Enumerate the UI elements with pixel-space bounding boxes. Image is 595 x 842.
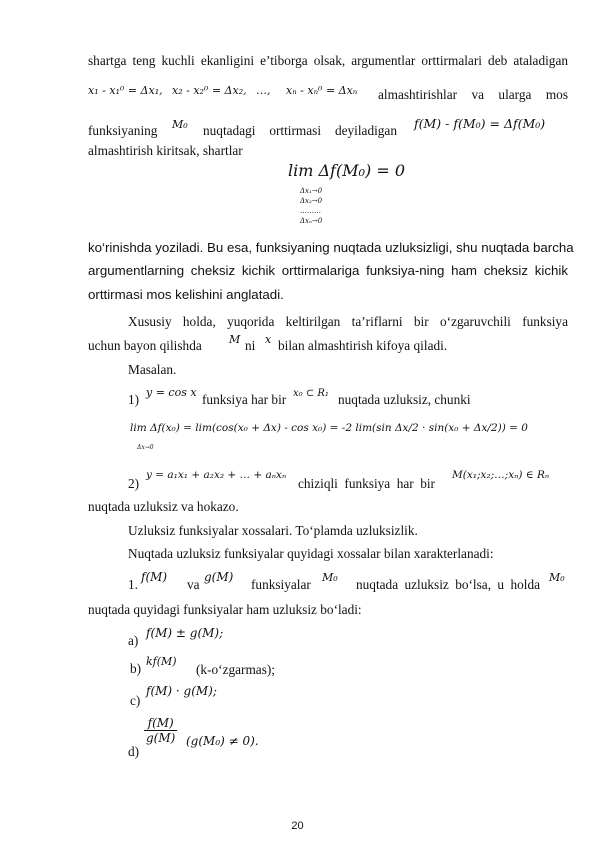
formula-increment: f(M) - f(M₀) = Δf(M₀) <box>414 116 546 131</box>
formula-linear: y = a₁x₁ + a₂x₂ + … + aₙxₙ <box>146 469 287 481</box>
text-line: almashtirish kiritsak, shartlar <box>88 143 243 158</box>
text-line: funksiya har bir <box>202 392 287 407</box>
text-line: bilan almashtirish kifoya qiladi. <box>278 338 448 353</box>
formula-point-Rn: M(x₁;x₂;…;xₙ) ∈ Rₙ <box>452 469 550 481</box>
item-label: d) <box>128 744 140 759</box>
text-line: Xususiy holda, yuqorida keltirilgan ta’riflarni bir o‘zgaruvchili funksiya <box>128 314 568 329</box>
formula-kf: kf(M) <box>146 655 177 668</box>
formula-gM: g(M) <box>204 570 234 584</box>
formula-dx1: x₁ - x₁⁰ = Δx₁, <box>88 84 163 97</box>
limit-cond: Δxₙ→0 <box>300 217 323 225</box>
limit-cond: Δx₁→0 <box>300 187 323 195</box>
text-line: nuqtada quyidagi funksiyalar ham uzluksiz bo‘ladi: <box>88 602 362 617</box>
text-line: ni <box>245 338 256 353</box>
formula-M: M <box>229 333 241 346</box>
text-line: nuqtada uzluksiz bo‘lsa, u holda <box>356 577 540 592</box>
item-label: b) <box>130 661 142 676</box>
text-line: nuqtadagi orttirmasi deyiladigan <box>203 123 397 138</box>
text-line: 1. <box>128 577 138 592</box>
formula-cos-limit: lim Δf(x₀) = lim(cos(x₀ + Δx) - cos x₀) = -2 lim(sin Δx/2 · sin(x₀ + Δx/2)) = 0 <box>130 422 528 434</box>
formula-quotient <box>144 716 177 745</box>
formula-condition: (g(M₀) ≠ 0). <box>186 734 259 748</box>
text-line: ko‘rinishda yoziladi. Bu esa, funksiyaning nuqtada uzluksizligi, shu nuqtada barcha <box>88 240 574 255</box>
text-line: uchun bayon qilishda <box>88 338 202 353</box>
formula-fM: f(M) <box>141 570 168 584</box>
formula-M0: M₀ <box>172 118 188 131</box>
text-line: nuqtada uzluksiz, chunki <box>338 392 471 407</box>
formula-cos: y = cos x <box>146 386 197 399</box>
fraction-denominator: g(M) <box>146 731 176 745</box>
formula-M0: M₀ <box>549 571 565 584</box>
section-title: Uzluksiz funksiyalar xossalari. To‘plamda uzluksizlik. <box>128 523 418 538</box>
text-line: shartga teng kuchli ekanligini e’tiborga olsak, argumentlar orttirmalari deb ataladigan <box>88 53 568 68</box>
formula-sum: f(M) ± g(M); <box>146 626 224 640</box>
text-line: Nuqtada uzluksiz funksiyalar quyidagi xossalar bilan xarakterlanadi: <box>128 546 494 561</box>
formula-dots: …, <box>256 84 271 97</box>
text-line: va <box>187 577 200 592</box>
text-line: chiziqli funksiya har bir <box>298 476 435 491</box>
text-line: argumentlarning cheksiz kichik orttirmalariga funksiya-ning ham cheksiz kichik <box>88 263 568 278</box>
limit-conditions <box>300 186 322 226</box>
formula-dxn: xₙ - xₙ⁰ = Δxₙ <box>286 84 358 97</box>
formula-product: f(M) · g(M); <box>146 684 217 698</box>
text-line: funksiyaning <box>88 123 158 138</box>
formula-x: x <box>265 333 272 346</box>
page-number: 20 <box>291 820 304 832</box>
limit-cond: Δx₂→0 <box>300 197 323 205</box>
formula-limit-sub: Δx→0 <box>137 444 154 451</box>
formula-dx2: x₂ - x₂⁰ = Δx₂, <box>172 84 247 97</box>
text-line: funksiyalar <box>251 577 311 592</box>
text-line: almashtirishlar va ularga mos <box>378 87 568 102</box>
formula-limit: lim Δf(M₀) = 0 <box>288 161 406 180</box>
text-line: nuqtada uzluksiz va hokazo. <box>88 499 239 514</box>
text-line: 2) <box>128 476 140 491</box>
text-line: Masalan. <box>128 362 177 377</box>
text-line: 1) <box>128 392 140 407</box>
limit-cond: ……… <box>300 207 321 215</box>
text-line: orttirmasi mos kelishini anglatadi. <box>88 287 284 302</box>
formula-M0: M₀ <box>322 571 338 584</box>
item-label: a) <box>128 633 139 648</box>
formula-x0-in-R1: x₀ ⊂ R₁ <box>293 388 329 399</box>
item-label: c) <box>130 693 141 708</box>
fraction-numerator: f(M) <box>144 716 177 731</box>
text-line: (k-o‘zgarmas); <box>196 662 276 677</box>
